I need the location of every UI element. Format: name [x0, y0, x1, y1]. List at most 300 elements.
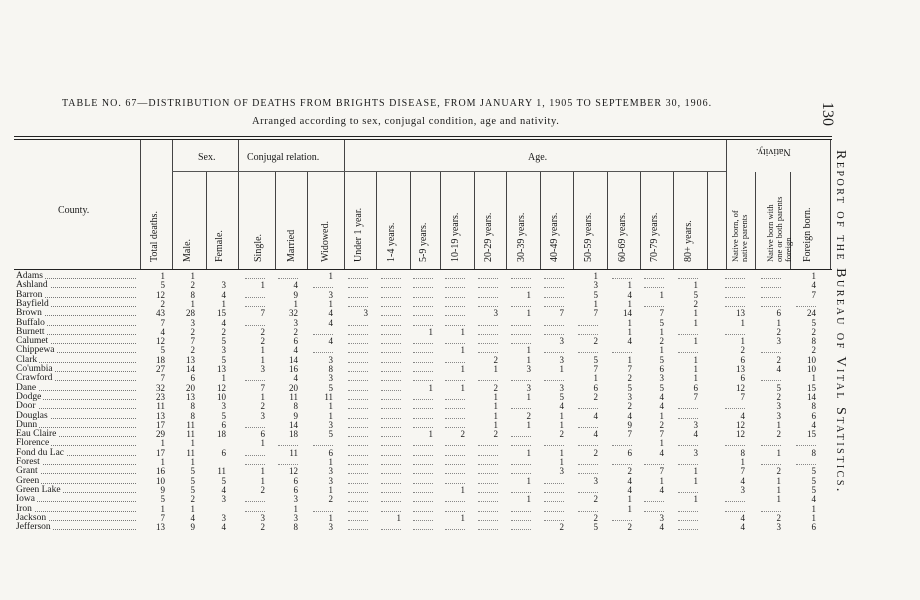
age-header-10: 80+ years.	[683, 220, 694, 262]
empty-cell-dots	[445, 278, 465, 279]
table-cell: 1	[428, 429, 433, 440]
empty-cell-dots	[381, 511, 401, 512]
empty-cell-dots	[511, 492, 531, 493]
county-name: Adams	[16, 271, 43, 281]
table-cell: 1	[693, 280, 698, 291]
table-cell: 3	[221, 494, 226, 505]
table-cell: 2	[559, 522, 564, 533]
empty-cell-dots	[348, 529, 368, 530]
column-divider	[707, 172, 708, 269]
empty-cell-dots	[381, 306, 401, 307]
empty-cell-dots	[381, 343, 401, 344]
table-cell: 2	[593, 391, 598, 402]
empty-cell-dots	[313, 352, 333, 353]
table-cell: 1	[740, 457, 745, 467]
table-cell: 4	[659, 401, 664, 412]
empty-cell-dots	[725, 306, 745, 307]
county-name: Chippewa	[16, 345, 55, 356]
empty-cell-dots	[278, 445, 298, 446]
table-cell: 4	[293, 373, 298, 384]
empty-cell-dots	[381, 297, 401, 298]
table-cell: 6	[293, 484, 298, 495]
table-cell: 1	[493, 410, 498, 421]
single-header: Single.	[253, 233, 264, 262]
table-cell: 4	[293, 345, 298, 356]
table-cell: 7	[659, 308, 664, 319]
table-cell: 6	[293, 475, 298, 486]
empty-cell-dots	[445, 287, 465, 288]
age-header-8: 60-69 years.	[617, 212, 628, 262]
empty-cell-dots	[678, 334, 698, 335]
empty-cell-dots	[761, 380, 781, 381]
table-cell: 1	[160, 457, 165, 467]
age-header-6: 40-49 years.	[549, 212, 560, 262]
empty-cell-dots	[348, 483, 368, 484]
table-cell: 1	[693, 494, 698, 505]
table-cell: 2	[190, 280, 195, 291]
table-row	[0, 477, 840, 486]
column-divider	[206, 172, 207, 269]
table-cell: 1	[328, 401, 333, 412]
empty-cell-dots	[761, 464, 781, 465]
table-cell: 1	[693, 308, 698, 319]
empty-cell-dots	[381, 352, 401, 353]
empty-cell-dots	[612, 352, 632, 353]
table-row	[0, 486, 840, 495]
table-cell: 1	[493, 364, 498, 374]
table-cell: 2	[811, 326, 816, 337]
table-cell: 2	[526, 410, 531, 421]
top-rule	[14, 136, 832, 137]
table-cell: 1	[559, 410, 564, 421]
empty-cell-dots	[348, 501, 368, 502]
table-cell: 10	[156, 475, 165, 486]
empty-cell-dots	[348, 464, 368, 465]
table-cell: 1	[260, 345, 265, 356]
column-divider	[506, 172, 507, 269]
empty-cell-dots	[725, 501, 745, 502]
column-divider	[275, 172, 276, 269]
empty-cell-dots	[678, 278, 698, 279]
empty-cell-dots	[544, 380, 564, 381]
empty-cell-dots	[511, 408, 531, 409]
empty-cell-dots	[413, 455, 433, 456]
column-divider	[540, 172, 541, 269]
empty-cell-dots	[245, 306, 265, 307]
table-cell: 11	[289, 447, 298, 458]
empty-cell-dots	[445, 399, 465, 400]
table-cell: 9	[160, 484, 165, 495]
table-cell: 1	[293, 298, 298, 309]
empty-cell-dots	[678, 492, 698, 493]
empty-cell-dots	[245, 427, 265, 428]
column-divider	[673, 172, 674, 269]
empty-cell-dots	[348, 371, 368, 372]
table-cell: 4	[740, 475, 745, 486]
empty-cell-dots	[478, 511, 498, 512]
age-header-3: 10-19 years.	[450, 212, 461, 262]
table-cell: 1	[811, 373, 816, 384]
table-cell: 1	[693, 475, 698, 486]
empty-cell-dots	[544, 501, 564, 502]
empty-cell-dots	[544, 492, 564, 493]
empty-cell-dots	[725, 278, 745, 279]
empty-cell-dots	[348, 306, 368, 307]
table-row	[0, 328, 840, 337]
empty-cell-dots	[413, 473, 433, 474]
empty-cell-dots	[644, 501, 664, 502]
empty-cell-dots	[644, 464, 664, 465]
table-row	[0, 449, 840, 458]
table-cell: 18	[217, 429, 226, 440]
table-cell: 5	[559, 391, 564, 402]
table-cell: 1	[190, 298, 195, 309]
empty-cell-dots	[445, 325, 465, 326]
table-cell: 6	[328, 447, 333, 458]
table-cell: 1	[328, 457, 333, 467]
table-cell: 3	[328, 475, 333, 486]
table-row	[0, 393, 840, 402]
table-cell: 2	[776, 466, 781, 477]
county-name: Calumet	[16, 336, 49, 347]
county-name: Eau Claire	[16, 429, 57, 440]
empty-cell-dots	[348, 399, 368, 400]
table-cell: 3	[293, 494, 298, 505]
table-cell: 3	[559, 336, 564, 347]
empty-cell-dots	[413, 325, 433, 326]
empty-cell-dots	[544, 352, 564, 353]
table-cell: 5	[659, 382, 664, 393]
empty-cell-dots	[313, 334, 333, 335]
table-cell: 17	[156, 419, 165, 430]
table-cell: 2	[190, 345, 195, 356]
empty-cell-dots	[413, 427, 433, 428]
table-cell: 1	[428, 382, 433, 393]
table-cell: 1	[526, 475, 531, 486]
empty-cell-dots	[445, 362, 465, 363]
table-cell: 2	[659, 419, 664, 430]
table-cell: 2	[260, 326, 265, 337]
column-divider	[410, 172, 411, 269]
empty-cell-dots	[511, 334, 531, 335]
table-cell: 14	[289, 354, 298, 365]
table-cell: 1	[260, 391, 265, 402]
table-cell: 13	[736, 364, 745, 374]
table-cell: 13	[186, 391, 195, 402]
empty-cell-dots	[761, 297, 781, 298]
table-cell: 5	[221, 410, 226, 421]
table-cell: 2	[593, 447, 598, 458]
empty-cell-dots	[678, 529, 698, 530]
table-cell: 2	[693, 298, 698, 309]
empty-cell-dots	[544, 334, 564, 335]
empty-cell-dots	[478, 325, 498, 326]
empty-cell-dots	[725, 408, 745, 409]
table-row	[0, 374, 840, 383]
table-cell: 1	[740, 317, 745, 328]
empty-cell-dots	[413, 287, 433, 288]
empty-cell-dots	[578, 445, 598, 446]
table-cell: 12	[156, 336, 165, 347]
table-cell: 5	[221, 336, 226, 347]
table-cell: 3	[260, 512, 265, 523]
table-cell: 5	[221, 354, 226, 365]
table-cell: 6	[811, 522, 816, 533]
group-divider	[140, 140, 141, 269]
table-cell: 1	[627, 503, 632, 514]
table-cell: 1	[260, 438, 265, 449]
table-cell: 6	[776, 308, 781, 319]
empty-cell-dots	[381, 315, 401, 316]
table-cell: 7	[160, 317, 165, 328]
table-cell: 6	[627, 447, 632, 458]
table-cell: 3	[559, 382, 564, 393]
empty-cell-dots	[445, 455, 465, 456]
empty-cell-dots	[511, 436, 531, 437]
table-cell: 5	[811, 317, 816, 328]
table-cell: 6	[593, 382, 598, 393]
table-cell: 43	[156, 308, 165, 319]
age-header: Age.	[528, 152, 548, 163]
empty-cell-dots	[313, 287, 333, 288]
table-cell: 20	[186, 382, 195, 393]
empty-cell-dots	[348, 445, 368, 446]
table-row	[0, 346, 840, 355]
table-cell: 7	[593, 308, 598, 319]
table-cell: 1	[659, 345, 664, 356]
table-cell: 5	[328, 382, 333, 393]
table-cell: 13	[156, 410, 165, 421]
empty-cell-dots	[348, 325, 368, 326]
column-divider	[440, 172, 441, 269]
table-cell: 3	[328, 354, 333, 365]
table-cell: 13	[217, 364, 226, 374]
county-name: Dane	[16, 382, 37, 393]
table-cell: 1	[260, 280, 265, 291]
empty-cell-dots	[381, 287, 401, 288]
table-row	[0, 412, 840, 421]
table-cell: 8	[328, 364, 333, 374]
table-cell: 4	[627, 336, 632, 347]
empty-cell-dots	[413, 362, 433, 363]
empty-cell-dots	[478, 455, 498, 456]
table-cell: 1	[693, 336, 698, 347]
table-cell: 32	[289, 308, 298, 319]
table-cell: 7	[260, 308, 265, 319]
empty-cell-dots	[761, 511, 781, 512]
empty-cell-dots	[381, 325, 401, 326]
table-cell: 1	[659, 289, 664, 300]
table-cell: 13	[156, 522, 165, 533]
table-cell: 6	[811, 410, 816, 421]
table-cell: 1	[693, 373, 698, 384]
empty-cell-dots	[381, 427, 401, 428]
county-name: Buffalo	[16, 317, 45, 328]
table-cell: 4	[811, 280, 816, 291]
empty-cell-dots	[578, 334, 598, 335]
table-cell: 5	[776, 382, 781, 393]
table-cell: 4	[627, 289, 632, 300]
table-cell: 2	[740, 345, 745, 356]
table-cell: 4	[328, 336, 333, 347]
empty-cell-dots	[544, 511, 564, 512]
empty-cell-dots	[445, 445, 465, 446]
empty-cell-dots	[678, 464, 698, 465]
table-row	[0, 523, 840, 532]
table-subtitle: Arranged according to sex, conjugal condition, age and nativity.	[252, 116, 560, 127]
column-divider	[573, 172, 574, 269]
age-header-5: 30-39 years.	[516, 212, 527, 262]
group-divider	[238, 140, 239, 269]
empty-cell-dots	[381, 483, 401, 484]
empty-cell-dots	[678, 445, 698, 446]
table-cell: 3	[776, 522, 781, 533]
empty-cell-dots	[348, 511, 368, 512]
empty-cell-dots	[578, 464, 598, 465]
table-cell: 1	[811, 271, 816, 281]
table-row	[0, 337, 840, 346]
age-header-1: 1-4 years.	[386, 222, 397, 262]
empty-cell-dots	[796, 464, 816, 465]
table-cell: 5	[160, 345, 165, 356]
empty-cell-dots	[381, 501, 401, 502]
table-cell: 17	[156, 447, 165, 458]
table-row	[0, 467, 840, 476]
table-row	[0, 365, 840, 374]
table-cell: 2	[260, 522, 265, 533]
empty-cell-dots	[381, 492, 401, 493]
table-cell: 2	[493, 429, 498, 440]
table-cell: 3	[221, 401, 226, 412]
empty-cell-dots	[413, 408, 433, 409]
table-cell: 14	[186, 364, 195, 374]
table-cell: 1	[740, 336, 745, 347]
table-cell: 1	[659, 326, 664, 337]
table-cell: 2	[776, 429, 781, 440]
married-header: Married	[286, 229, 297, 262]
table-cell: 12	[156, 289, 165, 300]
table-cell: 3	[328, 419, 333, 430]
table-cell: 5	[593, 354, 598, 365]
county-name: Co'umbia	[16, 364, 53, 374]
table-cell: 7	[811, 289, 816, 300]
empty-cell-dots	[381, 455, 401, 456]
table-cell: 1	[811, 503, 816, 514]
table-cell: 3	[526, 382, 531, 393]
table-cell: 7	[627, 429, 632, 440]
table-cell: 1	[776, 475, 781, 486]
table-cell: 1	[190, 457, 195, 467]
table-cell: 4	[693, 429, 698, 440]
table-cell: 8	[190, 401, 195, 412]
table-cell: 8	[293, 522, 298, 533]
table-cell: 7	[693, 391, 698, 402]
table-cell: 1	[526, 494, 531, 505]
table-row	[0, 309, 840, 318]
table-cell: 7	[593, 364, 598, 374]
table-cell: 15	[217, 308, 226, 319]
table-cell: 2	[160, 298, 165, 309]
table-cell: 10	[217, 391, 226, 402]
table-cell: 3	[776, 336, 781, 347]
table-cell: 7	[659, 466, 664, 477]
empty-cell-dots	[278, 464, 298, 465]
table-cell: 3	[363, 308, 368, 319]
empty-cell-dots	[544, 520, 564, 521]
table-row	[0, 281, 840, 290]
empty-cell-dots	[413, 520, 433, 521]
table-cell: 3	[493, 308, 498, 319]
table-cell: 2	[627, 466, 632, 477]
top-rule-2	[14, 139, 832, 140]
empty-cell-dots	[381, 362, 401, 363]
empty-cell-dots	[478, 380, 498, 381]
county-header: County.	[58, 205, 90, 216]
empty-cell-dots	[511, 529, 531, 530]
table-cell: 1	[693, 364, 698, 374]
table-cell: 8	[811, 447, 816, 458]
table-cell: 2	[659, 336, 664, 347]
empty-cell-dots	[578, 492, 598, 493]
table-row	[0, 458, 840, 467]
table-cell: 1	[493, 419, 498, 430]
table-cell: 4	[627, 484, 632, 495]
group-divider	[172, 140, 173, 269]
table-cell: 1	[221, 373, 226, 384]
empty-cell-dots	[413, 501, 433, 502]
table-cell: 3	[693, 447, 698, 458]
table-cell: 1	[328, 298, 333, 309]
table-cell: 2	[593, 512, 598, 523]
table-cell: 2	[593, 494, 598, 505]
table-cell: 1	[293, 503, 298, 514]
empty-cell-dots	[478, 464, 498, 465]
empty-cell-dots	[445, 483, 465, 484]
table-cell: 4	[328, 308, 333, 319]
table-cell: 1	[693, 466, 698, 477]
table-cell: 1	[460, 345, 465, 356]
empty-cell-dots	[678, 418, 698, 419]
table-cell: 2	[493, 354, 498, 365]
table-cell: 10	[807, 364, 816, 374]
empty-cell-dots	[544, 297, 564, 298]
table-cell: 6	[260, 429, 265, 440]
table-cell: 1	[160, 503, 165, 514]
table-cell: 1	[811, 512, 816, 523]
table-cell: 1	[328, 512, 333, 523]
table-cell: 1	[328, 410, 333, 421]
empty-cell-dots	[381, 371, 401, 372]
conjugal-header: Conjugal relation.	[247, 152, 320, 163]
empty-cell-dots	[348, 408, 368, 409]
table-cell: 8	[293, 401, 298, 412]
table-cell: 1	[593, 373, 598, 384]
table-cell: 2	[190, 494, 195, 505]
empty-cell-dots	[381, 445, 401, 446]
table-cell: 5	[593, 289, 598, 300]
empty-cell-dots	[445, 464, 465, 465]
table-cell: 15	[807, 429, 816, 440]
county-name: Door	[16, 401, 36, 412]
empty-cell-dots	[278, 278, 298, 279]
table-cell: 18	[289, 429, 298, 440]
native-foreign-header: Native born with one or both parents foreign	[765, 196, 793, 262]
table-cell: 1	[627, 280, 632, 291]
table-cell: 3	[526, 364, 531, 374]
table-cell: 1	[221, 298, 226, 309]
table-cell: 1	[559, 364, 564, 374]
table-cell: 4	[740, 410, 745, 421]
